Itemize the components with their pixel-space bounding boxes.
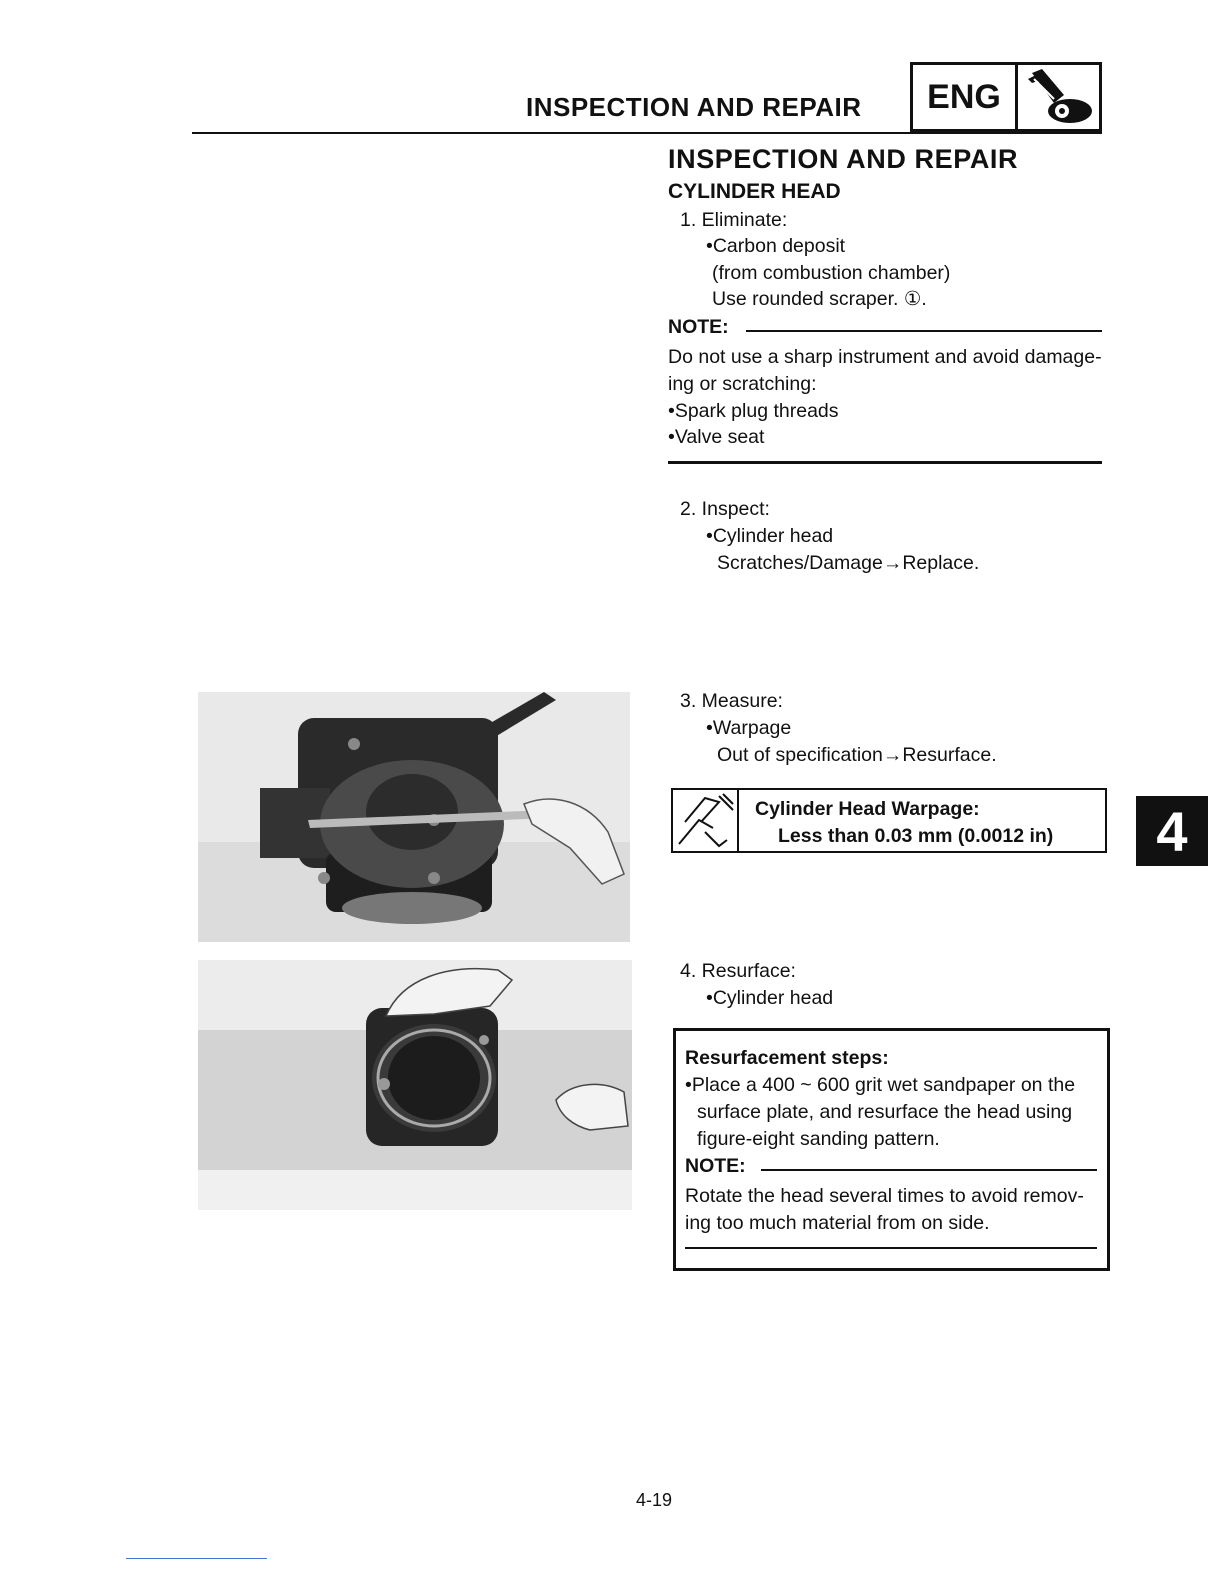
reference-number-1: ①	[903, 288, 922, 310]
photo-warpage-measurement	[198, 692, 630, 942]
step2-line2: Scratches/Damage→Replace.	[717, 552, 980, 574]
note1-rule-bottom	[668, 461, 1102, 464]
eng-badge	[910, 62, 1102, 132]
step2-bullet: •Cylinder head	[706, 525, 834, 547]
subsection-title: CYLINDER HEAD	[668, 180, 841, 203]
note1-rule-top	[746, 330, 1102, 332]
spec-box	[671, 788, 1107, 853]
step1-end: .	[921, 288, 927, 310]
caliper-icon	[673, 790, 739, 851]
note1-line: ing or scratching:	[668, 373, 817, 395]
step2-title: 2. Inspect:	[680, 498, 770, 520]
resurfacement-note-rule	[761, 1169, 1097, 1171]
step1-title: 1. Eliminate:	[680, 209, 788, 231]
chapter-tab: 4	[1136, 796, 1208, 866]
resurfacement-note-line: Rotate the head several times to avoid remov-	[685, 1185, 1084, 1207]
bottom-link-underline	[126, 1558, 267, 1559]
note1-line: •Valve seat	[668, 426, 765, 448]
step1-line3-wrap	[712, 286, 927, 313]
resurfacement-bottom-rule	[685, 1247, 1097, 1249]
eng-label: ENG	[913, 65, 1018, 129]
step1-bullet: •Carbon deposit	[706, 235, 846, 257]
resurfacement-line: surface plate, and resurface the head using	[697, 1101, 1073, 1123]
resurfacement-box	[673, 1028, 1110, 1271]
spec-title: Cylinder Head Warpage:	[755, 798, 980, 820]
section-title: INSPECTION AND REPAIR	[668, 144, 1019, 174]
resurfacement-note-line: ing too much material from on side.	[685, 1212, 990, 1234]
step3-title: 3. Measure:	[680, 690, 783, 712]
step1-line2: (from combustion chamber)	[712, 262, 951, 284]
spec-value: Less than 0.03 mm (0.0012 in)	[778, 825, 1054, 847]
note1-line: Do not use a sharp instrument and avoid damage-	[668, 346, 1102, 368]
step1-line3: Use rounded scraper.	[712, 288, 899, 310]
resurfacement-line: •Place a 400 ~ 600 grit wet sandpaper on the	[685, 1074, 1076, 1096]
resurfacement-note-label: NOTE:	[685, 1155, 746, 1177]
spec-text	[739, 790, 1053, 851]
page-number: 4-19	[636, 1490, 673, 1510]
step3-line2: Out of specification→Resurface.	[717, 744, 997, 766]
photo-resurfacing	[198, 960, 632, 1210]
engine-wrench-icon	[1018, 65, 1099, 129]
header-title: INSPECTION AND REPAIR	[526, 92, 862, 122]
step4-bullet: •Cylinder head	[706, 987, 834, 1009]
resurfacement-title: Resurfacement steps:	[685, 1047, 889, 1069]
step4-title: 4. Resurface:	[680, 960, 796, 982]
note1-line: •Spark plug threads	[668, 400, 839, 422]
resurfacement-line: figure-eight sanding pattern.	[697, 1128, 940, 1150]
note1-label: NOTE:	[668, 316, 729, 338]
step3-bullet: •Warpage	[706, 717, 792, 739]
header-rule	[192, 132, 1102, 134]
